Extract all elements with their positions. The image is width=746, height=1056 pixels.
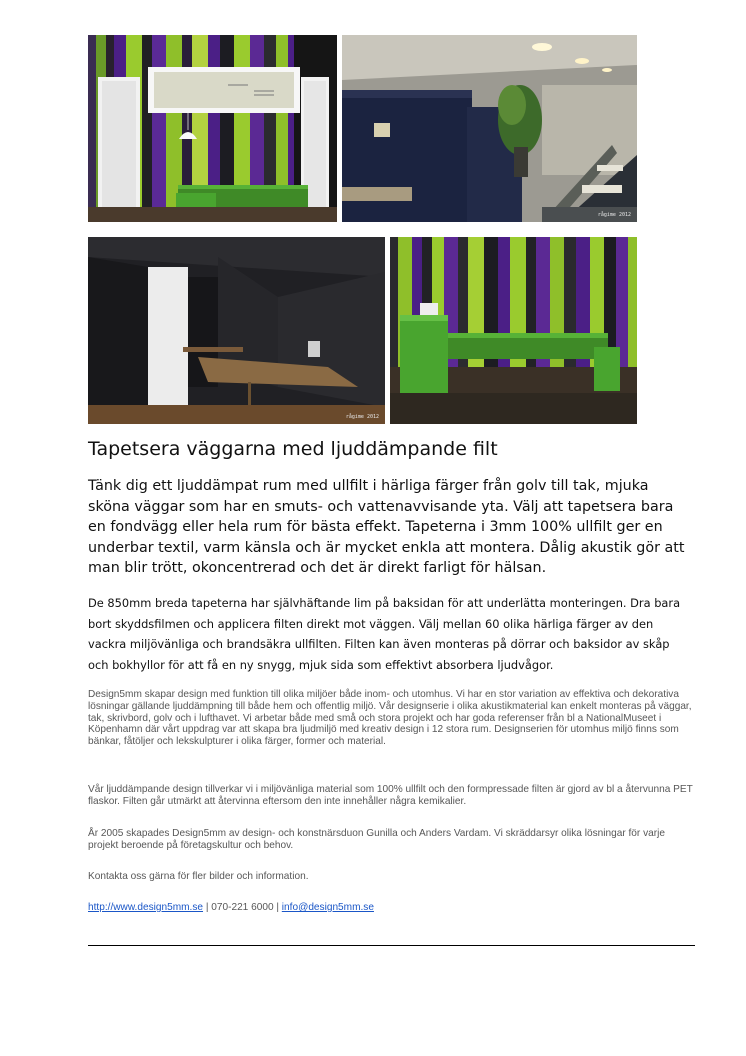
photo-dark-desk-room [88,237,385,424]
separator: | [273,902,282,913]
photo-credit: rågime 2012 [345,414,379,420]
photo-credit: rågime 2012 [597,212,631,218]
history-paragraph: År 2005 skapades Design5mm av design- och konstnärsduon Gunilla och Anders Vardam. Vi skräddarsyr olika lösningar för varje projekt beroende på företagskultur och behov. [88,828,665,851]
phone-number: 070-221 6000 [211,902,274,913]
contact-invitation: Kontakta oss gärna för fler bilder och information. [88,871,309,882]
company-description-paragraph: Design5mm skapar design med funktion till olika miljöer både inom- och utomhus. Vi har en stor variation av effektiva och dekorativa lösningar gällande ljuddämpning till både hem och offentlig miljö. Vår designserie i olika akustikmaterial kan enkelt monteras på väggar, tak, skrivbord, golv och i lufthavet. Vi arbetar både med små och stora projekt och har goda referenser från bl a NationalMuseet i Köpenhamn där vårt uppdrag var att skapa bra ljudmiljö med kreativ design i 12 stora rum. Designserien för utomhus miljö finns som bänkar, fåtöljer och lekskulpturer i olika färger, former och material. [88,689,692,748]
website-link[interactable]: http://www.design5mm.se [88,902,204,913]
photo-green-bench [390,237,637,424]
lead-paragraph: Tänk dig ett ljuddämpat rum med ullfilt i härliga färger från golv till tak, mjuka sköna väggar som har en smuts‐ och vattenavvisande yta. Välj att tapetsera bara en fondvägg eller hela rum för bästa effekt. Tapeterna i 3mm 100% ullfilt ger en underbar textil, varm känsla och är mycket enkla att montera. Dålig akustik gör att man blir trött, okoncentrerad och det är direkt farligt för hälsan. [88,478,685,577]
separator: | [203,902,212,913]
materials-paragraph: Vår ljuddämpande design tillverkar vi i miljövänliga material som 100% ullfilt och den formpressade filten är gjord av bl a återvunna PET flaskor. Filten går utmärkt att återvinna eftersom den inte innehåller några kemikalier. [88,784,693,807]
photo-office-corridor [342,35,637,222]
photo-striped-wall-lamp [88,35,337,222]
contact-line [88,902,698,914]
page-title: Tapetsera väggarna med ljuddämpande filt [88,438,498,460]
footer-divider [88,945,695,946]
body-paragraph: De 850mm breda tapeterna har självhäftande lim på baksidan för att underlätta monteringen. Dra bara bort skyddsfilmen och applicera filten direkt mot väggen. Välj mellan 60 olika härliga färger av den vackra miljövänliga och brandsäkra ullfilten. Filten kan även monteras på dörrar och baksidor av skåp och bokhyllor för att få en ny snygg, mjuk sida som effektivt absorbera ljudvågor. [88,596,681,672]
email-link[interactable]: info@design5mm.se [281,902,374,913]
